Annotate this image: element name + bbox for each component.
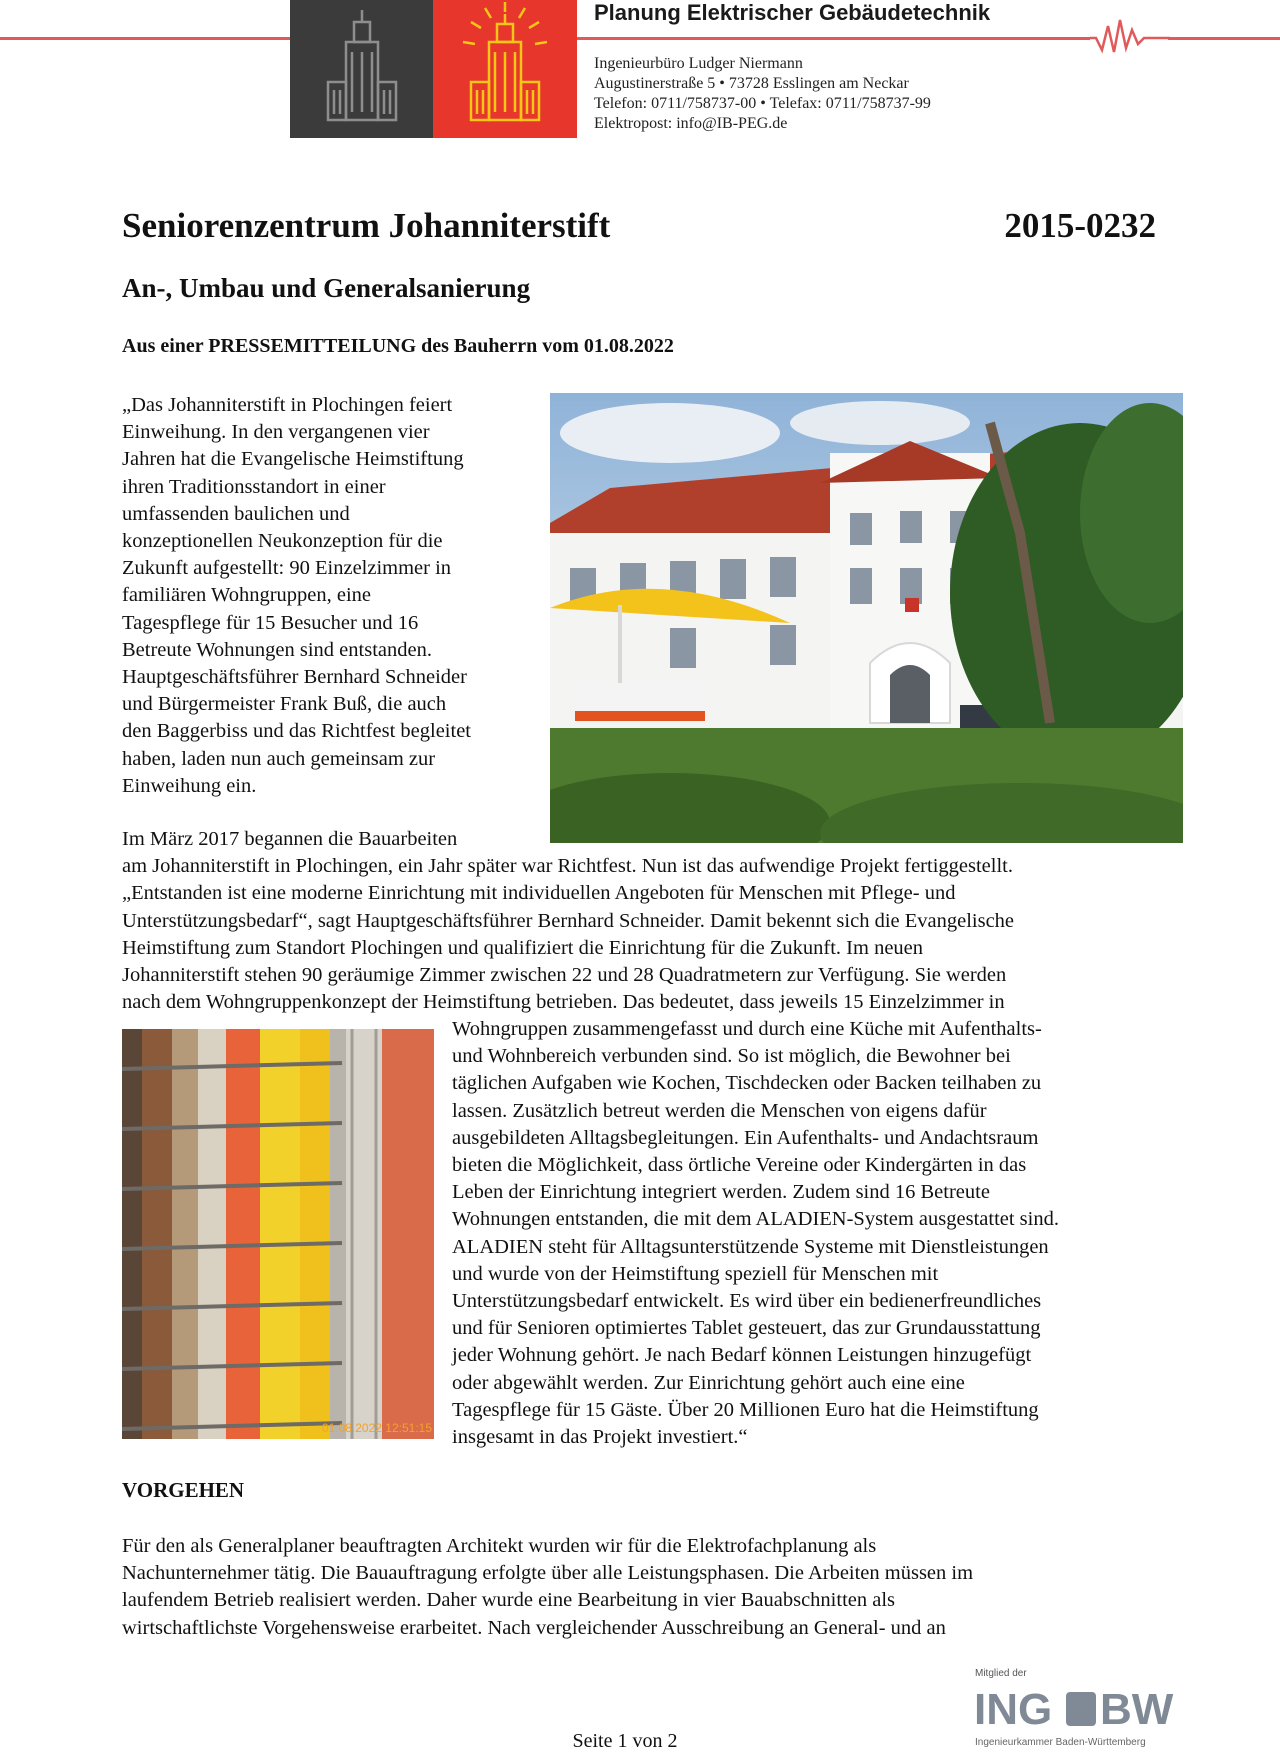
firm-address-line: Augustinerstraße 5 • 73728 Esslingen am Neckar xyxy=(594,75,909,92)
page-number: Seite 1 von 2 xyxy=(572,1730,678,1752)
header-rule-far xyxy=(1168,37,1280,40)
logo-dark-panel xyxy=(290,0,434,138)
concept-paragraph: Wohngruppen zusammengefasst und durch eine Küche mit Aufenthalts- und Wohnbereich verbunden sind. So ist möglich, die Bewohner bei täglichen Aufgaben wie Kochen, Tischdecken oder Backen teilhaben zu lassen. Zusätzlich betreut werden die Menschen von eigens dafür ausgebildeten Alltagsbegleitungen. Ein Aufenthalts- und Andachtsraum bieten die Möglichkeit, dass örtliche Vereine oder Kindergärten in das Leben der Einrichtung integriert werden. Zudem sind 16 Betreute Wohnungen entstanden, die mit dem ALADIEN-System ausgestattet sind. ALADIEN steht für Alltagsunterstützende Systeme mit Dienstleistungen und wurde von der Heimstiftung speziell für Menschen mit Unterstützungsbedarf entwickelt. Es wird über ein bedienerfreundliches und für Senioren optimiertes Tablet gesteuert, das zur Grundausstattung jeder Wohnung gehört. Je nach Bedarf können Leistungen hinzugefügt oder abgewählt werden. Zur Einrichtung gehört auch eine eine Tagespflege für 15 Gäste. Über 20 Millionen Euro hat die Heimstiftung insgesamt in das Projekt investiert.“ xyxy=(452,1018,1059,1449)
project-subtitle: An-, Umbau und Generalsanierung xyxy=(122,273,531,303)
header-rule-left xyxy=(0,37,290,40)
building-logo-icon xyxy=(290,0,434,138)
press-release-note: Aus einer PRESSEMITTEILUNG des Bauherrn vom 01.08.2022 xyxy=(122,335,674,357)
procedure-paragraph: Für den als Generalplaner beauftragten Architekt wurden wir für die Elektrofachplanung als Nachunternehmer tätig. Die Bauauftragung erfolgte über alle Leistungsphasen. Die Arbeiten müssen im laufendem Betrieb realisiert werden. Daher wurde eine Bearbeitung in vier Bauabschnitten als wirtschaftlichste Vorgehensweise erarbeitet. Nach vergleichender Ausschreibung an General- und an xyxy=(122,1535,974,1639)
section-heading-vorgehen: VORGEHEN xyxy=(122,1478,245,1502)
firm-title: Planung Elektrischer Gebäudetechnik xyxy=(594,0,991,25)
firm-phone-line: Telefon: 0711/758737-00 • Telefax: 0711/758737-99 xyxy=(594,95,931,112)
ing-member-label: Mitglied der xyxy=(975,1668,1027,1679)
logo-red-panel xyxy=(433,0,577,138)
cable-rack-photo xyxy=(122,1029,434,1439)
firm-contact-block xyxy=(594,54,931,134)
project-title: Seniorenzentrum Johanniterstift xyxy=(122,206,611,245)
intro-paragraph: „Das Johanniterstift in Plochingen feiert Einweihung. In den vergangenen vier Jahren hat die Evangelische Heimstiftung ihren Traditionsstandort in einer umfassenden baulichen und konzeptionellen Neukonzeption für die Zukunft aufgestellt: 90 Einzelzimmer in familiären Wohngruppen, eine Tagespflege für 15 Besucher und 16 Betreute Wohnungen sind entstanden. Hauptgeschäftsführer Bernhard Schneider und Bürgermeister Frank Buß, die auch den Baggerbiss und das Richtfest begleitet haben, laden nun auch gemeinsam zur Einweihung ein. xyxy=(122,394,471,797)
coat-of-arms-icon xyxy=(1066,1692,1096,1726)
project-number: 2015-0232 xyxy=(1004,206,1156,245)
ing-logo-text: ING xyxy=(974,1685,1053,1734)
electric-pulse-icon xyxy=(1090,8,1170,58)
firm-email-line: Elektropost: info@IB-PEG.de xyxy=(594,115,788,132)
bw-logo-text: BW xyxy=(1100,1685,1174,1734)
ing-caption: Ingenieurkammer Baden-Württemberg xyxy=(975,1737,1146,1748)
ingbw-logo xyxy=(974,1684,1174,1734)
header-rule-right xyxy=(575,37,1090,40)
lit-building-logo-icon xyxy=(433,0,577,138)
building-photo xyxy=(550,393,1183,843)
construction-paragraph: Im März 2017 begannen die Bauarbeiten am Johanniterstift in Plochingen, ein Jahr später war Richtfest. Nun ist das aufwendige Projekt fertiggestellt. „Entstanden ist eine moderne Einrichtung mit individuellen Angeboten für Menschen mit Pflege- und Unterstützungsbedarf“, sagt Hauptgeschäftsführer Bernhard Schneider. Damit bekennt sich die Evangelische Heimstiftung zum Standort Plochingen und qualifiziert die Einrichtung für die Zukunft. Im neuen Johanniterstift stehen 90 geräumige Zimmer zwischen 22 und 28 Quadratmetern zur Verfügung. Sie werden nach dem Wohngruppenkonzept der Heimstiftung betrieben. Das bedeutet, dass jeweils 15 Einzelzimmer in xyxy=(122,828,1015,1014)
firm-name-line: Ingenieurbüro Ludger Niermann xyxy=(594,55,803,72)
photo-timestamp: 01.08.2022 12:51:15 xyxy=(321,1421,432,1435)
